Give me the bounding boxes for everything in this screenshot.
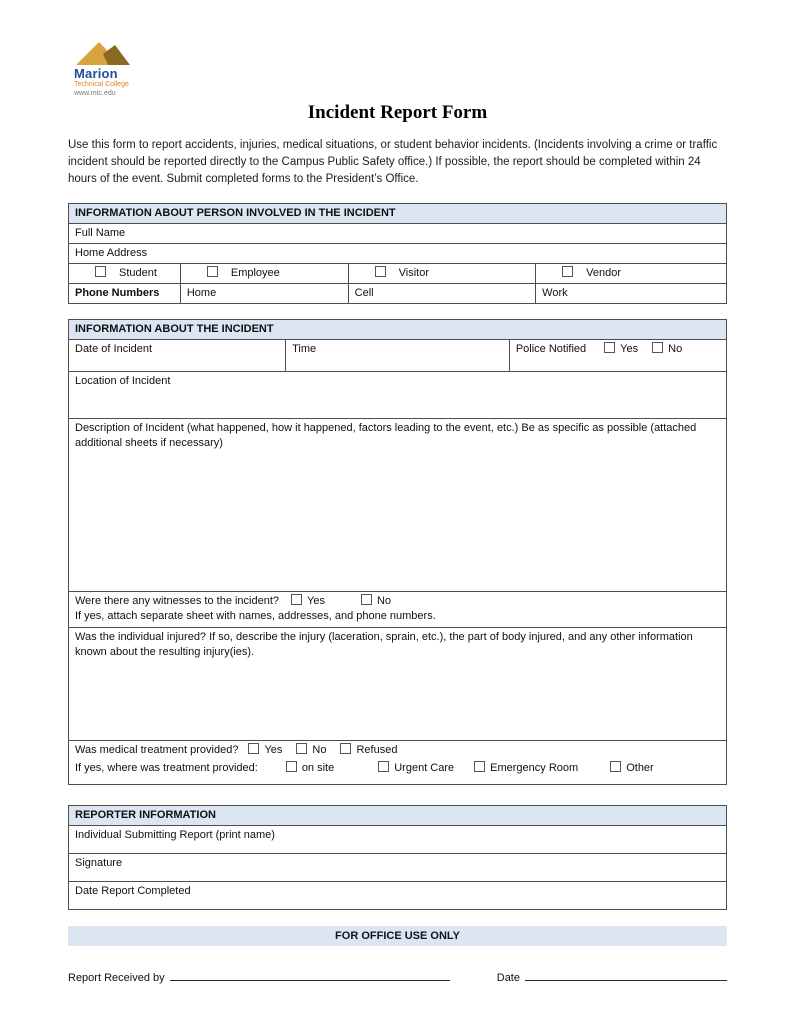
treatment-question-row xyxy=(75,743,720,758)
logo-website-url: www.mtc.edu xyxy=(74,89,116,97)
vendor-checkbox[interactable] xyxy=(562,266,573,277)
witness-question-label: Were there any witnesses to the incident? xyxy=(75,595,280,608)
treatment-no-label: No xyxy=(312,744,327,757)
home-address-field[interactable] xyxy=(69,244,727,264)
role-employee-cell xyxy=(180,264,348,284)
reporter-info-table xyxy=(68,805,727,910)
date-received-label: Date xyxy=(496,972,520,985)
treatment-refused-checkbox[interactable] xyxy=(340,743,351,754)
page-title: Incident Report Form xyxy=(307,101,488,123)
police-notified-label: Police Notified xyxy=(515,343,587,356)
date-report-completed-label: Date Report Completed xyxy=(75,885,191,898)
mountain-logo-icon xyxy=(75,40,131,66)
visitor-label: Visitor xyxy=(398,267,430,280)
treatment-other-label: Other xyxy=(626,762,654,775)
treatment-where-label: If yes, where was treatment provided: xyxy=(75,762,258,775)
treatment-question-label: Was medical treatment provided? xyxy=(75,744,239,757)
role-vendor-cell xyxy=(536,264,727,284)
office-footer xyxy=(68,970,727,984)
location-of-incident-label: Location of Incident xyxy=(75,375,171,388)
report-received-by-label: Report Received by xyxy=(68,972,165,985)
treatment-onsite-checkbox[interactable] xyxy=(286,761,297,772)
medical-treatment-cell xyxy=(69,741,727,785)
phone-work-field[interactable] xyxy=(536,284,727,304)
phone-cell-field[interactable] xyxy=(348,284,536,304)
full-name-label: Full Name xyxy=(75,227,126,240)
intro-text: Use this form to report accidents, injuries, medical situations, or student behavior incidents. (Incidents involving a crime or traffic incident should be reported directly to the Campus Public Safety office.) If possible, the report should be completed within 24 hours of the event. Submit completed forms to the President’s Office. xyxy=(68,138,718,186)
date-received-group xyxy=(497,970,727,984)
role-visitor-cell xyxy=(348,264,536,284)
employee-label: Employee xyxy=(230,267,280,280)
treatment-other-checkbox[interactable] xyxy=(610,761,621,772)
report-received-by-group xyxy=(68,970,450,984)
witness-no-checkbox[interactable] xyxy=(361,594,372,605)
phone-numbers-label: Phone Numbers xyxy=(75,287,160,300)
phone-home-field[interactable] xyxy=(180,284,348,304)
submitting-individual-field[interactable] xyxy=(69,826,727,854)
description-of-incident-field[interactable] xyxy=(69,419,727,592)
location-of-incident-field[interactable] xyxy=(69,372,727,419)
phone-numbers-cell xyxy=(69,284,181,304)
home-address-label: Home Address xyxy=(75,247,148,260)
date-of-incident-label: Date of Incident xyxy=(75,343,153,356)
witness-note: If yes, attach separate sheet with names, addresses, and phone numbers. xyxy=(75,610,436,623)
office-use-header: FOR OFFICE USE ONLY xyxy=(68,926,727,946)
logo-college-name: Marion xyxy=(74,66,118,81)
police-no-checkbox[interactable] xyxy=(652,342,663,353)
person-section-header: INFORMATION ABOUT PERSON INVOLVED IN THE INCIDENT xyxy=(69,204,727,224)
treatment-er-label: Emergency Room xyxy=(490,762,579,775)
phone-work-label: Work xyxy=(542,287,568,300)
student-label: Student xyxy=(119,267,157,280)
time-label: Time xyxy=(292,343,317,356)
phone-home-label: Home xyxy=(186,287,217,300)
treatment-location-row xyxy=(75,761,720,776)
police-yes-label: Yes xyxy=(620,343,639,356)
police-notified-cell xyxy=(509,340,726,372)
signature-field[interactable] xyxy=(69,854,727,882)
incident-section-header: INFORMATION ABOUT THE INCIDENT xyxy=(69,320,727,340)
treatment-yes-label: Yes xyxy=(264,744,283,757)
injury-question-label: Was the individual injured? If so, describe the injury (laceration, sprain, etc.), the part of body injured, and any other information known about the resulting injury(ies). xyxy=(75,631,693,659)
treatment-urgentcare-label: Urgent Care xyxy=(394,762,455,775)
police-no-label: No xyxy=(668,343,683,356)
date-received-line[interactable] xyxy=(525,970,727,981)
full-name-field[interactable] xyxy=(69,224,727,244)
witness-no-label: No xyxy=(376,595,392,608)
submitting-individual-label: Individual Submitting Report (print name) xyxy=(75,829,275,842)
reporter-section-header: REPORTER INFORMATION xyxy=(69,806,727,826)
visitor-checkbox[interactable] xyxy=(375,266,386,277)
injury-description-field[interactable] xyxy=(69,628,727,741)
incident-info-table xyxy=(68,319,727,785)
treatment-no-checkbox[interactable] xyxy=(296,743,307,754)
signature-label: Signature xyxy=(75,857,123,870)
logo-college-subtitle: Technical College xyxy=(74,81,129,89)
report-received-by-line[interactable] xyxy=(170,970,450,981)
role-student-cell xyxy=(69,264,181,284)
treatment-onsite-label: on site xyxy=(301,762,335,775)
employee-checkbox[interactable] xyxy=(207,266,218,277)
treatment-yes-checkbox[interactable] xyxy=(248,743,259,754)
police-yes-checkbox[interactable] xyxy=(604,342,615,353)
witness-question-row xyxy=(75,594,720,609)
time-field[interactable] xyxy=(286,340,510,372)
phone-cell-label: Cell xyxy=(354,287,374,300)
student-checkbox[interactable] xyxy=(95,266,106,277)
treatment-er-checkbox[interactable] xyxy=(474,761,485,772)
vendor-label: Vendor xyxy=(586,267,622,280)
witness-yes-label: Yes xyxy=(307,595,325,608)
treatment-refused-label: Refused xyxy=(356,744,398,757)
witness-yes-checkbox[interactable] xyxy=(291,594,302,605)
college-logo xyxy=(74,40,727,98)
date-report-completed-field[interactable] xyxy=(69,882,727,910)
date-of-incident-field[interactable] xyxy=(69,340,286,372)
person-info-table xyxy=(68,203,727,304)
description-of-incident-label: Description of Incident (what happened, how it happened, factors leading to the event, etc.) Be as specific as possible (attached additional sheets if necessary) xyxy=(75,422,697,450)
witnesses-cell xyxy=(69,592,727,628)
treatment-urgentcare-checkbox[interactable] xyxy=(378,761,389,772)
